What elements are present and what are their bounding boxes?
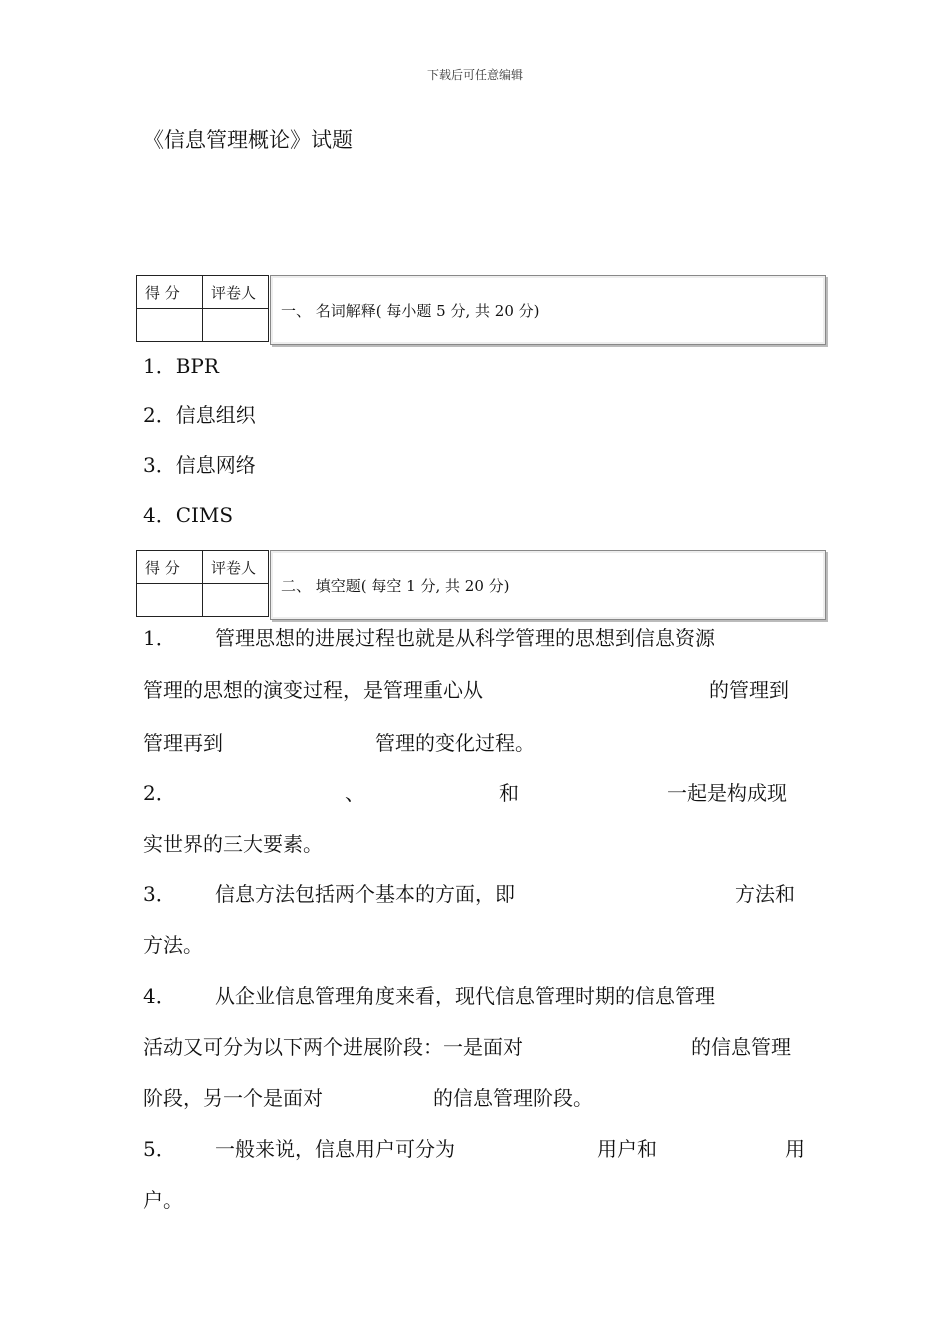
question-4-line-1 — [143, 980, 807, 1010]
section-1-heading — [270, 275, 826, 345]
score-label: 得 分 — [137, 551, 203, 584]
question-4-line-2 — [143, 1031, 807, 1061]
question-3-line-2 — [143, 929, 807, 959]
term-item: 2．信息组织 — [143, 403, 256, 427]
question-text: 的管理到 — [709, 678, 789, 702]
score-table-1 — [136, 275, 269, 342]
question-text: 实世界的三大要素。 — [143, 832, 323, 856]
question-1-line-3 — [143, 727, 807, 757]
question-text: 管理思想的进展过程也就是从科学管理的思想到信息资源 — [215, 626, 715, 650]
term-item: 3．信息网络 — [143, 453, 256, 477]
question-text: 用户和 — [597, 1137, 657, 1161]
question-text: 方法。 — [143, 933, 203, 957]
question-3-line-1 — [143, 878, 807, 908]
question-text: 和 — [499, 781, 519, 805]
question-text: 信息方法包括两个基本的方面，即 — [215, 882, 515, 906]
question-number: 1． — [143, 626, 176, 650]
question-text: 一般来说，信息用户可分为 — [215, 1137, 455, 1161]
section-1-heading-text: 一、 名词解释( 每小题 5 分, 共 20 分) — [281, 301, 540, 320]
question-text: 的信息管理 — [691, 1035, 791, 1059]
question-2-line-2 — [143, 828, 807, 858]
question-text: 从企业信息管理角度来看，现代信息管理时期的信息管理 — [215, 984, 715, 1008]
section-2-heading-text: 二、 填空题( 每空 1 分, 共 20 分) — [281, 576, 510, 595]
question-number: 4． — [143, 984, 176, 1008]
grader-cell — [203, 584, 269, 617]
question-2-line-1 — [143, 777, 807, 807]
score-cell — [137, 309, 203, 342]
question-number: 5． — [143, 1137, 176, 1161]
question-5-line-2 — [143, 1184, 807, 1214]
question-text: 活动又可分为以下两个进展阶段：一是面对 — [143, 1035, 523, 1059]
question-1-line-2 — [143, 674, 807, 704]
question-1-line-1 — [143, 622, 807, 652]
header-note: 下载后可任意编辑 — [426, 68, 523, 82]
question-5-line-1 — [143, 1133, 807, 1163]
question-4-line-3 — [143, 1082, 807, 1112]
question-text: 、 — [345, 781, 365, 805]
section-2-heading — [270, 550, 826, 620]
question-text: 一起是构成现 — [667, 781, 787, 805]
question-text: 户。 — [143, 1188, 183, 1212]
document-title: 《信息管理概论》试题 — [143, 128, 353, 152]
score-label: 得 分 — [137, 276, 203, 309]
question-text: 管理的变化过程。 — [375, 731, 535, 755]
question-text: 用 — [785, 1137, 805, 1161]
grader-cell — [203, 309, 269, 342]
question-number: 3． — [143, 882, 176, 906]
question-text: 阶段，另一个是面对 — [143, 1086, 323, 1110]
question-text: 方法和 — [735, 882, 795, 906]
question-text: 的信息管理阶段。 — [433, 1086, 593, 1110]
term-item: 4．CIMS — [143, 503, 234, 527]
score-cell — [137, 584, 203, 617]
term-item: 1．BPR — [143, 354, 219, 378]
question-text: 管理再到 — [143, 731, 223, 755]
grader-label: 评卷人 — [203, 276, 269, 309]
question-text: 管理的思想的演变过程，是管理重心从 — [143, 678, 483, 702]
grader-label: 评卷人 — [203, 551, 269, 584]
question-number: 2． — [143, 781, 176, 805]
score-table-2 — [136, 550, 269, 617]
